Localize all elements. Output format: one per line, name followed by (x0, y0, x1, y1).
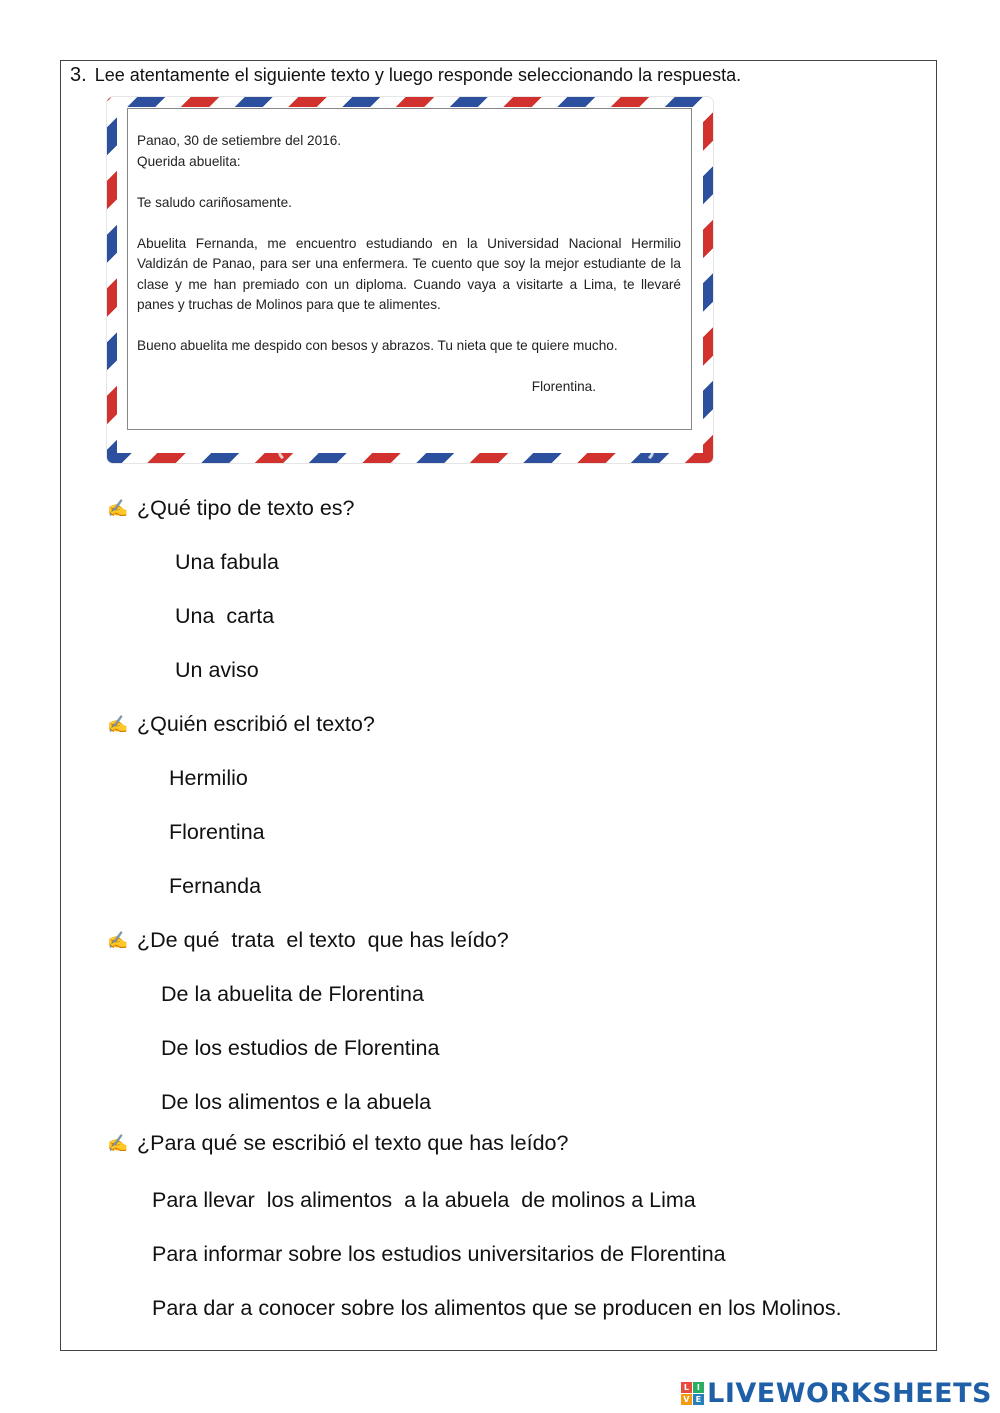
question-text: ¿Qué tipo de texto es? (137, 496, 355, 520)
letter-body: Abuelita Fernanda, me encuentro estudiando en la Universidad Nacional Hermilio Valdizán de Panao, para ser una enfermera. Te cuento que soy la mejor estudiante de la clase y me han premiado con un diploma. Cuando vaya a visitarte a Lima, te llevaré panes y truchas de Molinos para que te alimentes. (137, 235, 681, 312)
answer-option[interactable]: Hermilio (169, 766, 248, 790)
letter-signature: Florentina. (531, 378, 596, 394)
writing-hand-icon: ✍ (107, 1133, 129, 1153)
answer-option[interactable]: De los alimentos e la abuela (161, 1090, 432, 1114)
answer-option[interactable]: Para llevar los alimentos a la abuela de molinos a Lima (152, 1188, 696, 1212)
logo-text: LIVEWORKSHEETS (707, 1378, 992, 1409)
logo-mark-icon: L I V E (681, 1382, 704, 1405)
question-1 (107, 496, 355, 521)
answer-option[interactable]: Una carta (175, 604, 275, 628)
answer-option[interactable]: De los estudios de Florentina (161, 1036, 440, 1060)
answer-option[interactable]: Para informar sobre los estudios universitarios de Florentina (152, 1242, 726, 1266)
letter-salutation: Te saludo cariñosamente. (137, 194, 292, 210)
question-3 (107, 928, 509, 953)
question-text: ¿De qué trata el texto que has leído? (137, 928, 509, 952)
writing-hand-icon: ✍ (107, 498, 129, 518)
letter-closing: Bueno abuelita me despido con besos y abrazos. Tu nieta que te quiere mucho. (137, 338, 618, 353)
answer-option[interactable]: Florentina (169, 820, 265, 844)
letter-card (127, 108, 692, 430)
letter-greeting: Querida abuelita: (137, 153, 241, 169)
answer-option[interactable]: Un aviso (175, 658, 259, 682)
letter-date: Panao, 30 de setiembre del 2016. (137, 133, 342, 148)
question-4 (107, 1131, 568, 1156)
answer-option[interactable]: Fernanda (169, 874, 262, 898)
watermark-swirl (278, 441, 310, 463)
answer-option[interactable]: Para dar a conocer sobre los alimentos que se producen en los Molinos. (152, 1296, 842, 1320)
answer-option[interactable]: Una fabula (175, 550, 279, 574)
question-text: ¿Para qué se escribió el texto que has leído? (137, 1131, 569, 1155)
watermark-swirl (622, 441, 654, 463)
question-2 (107, 712, 375, 737)
writing-hand-icon: ✍ (107, 714, 129, 734)
liveworksheets-logo[interactable] (681, 1378, 992, 1409)
instruction (70, 64, 741, 87)
answer-option[interactable]: De la abuelita de Florentina (161, 982, 424, 1006)
writing-hand-icon: ✍ (107, 930, 129, 950)
instruction-text: Lee atentamente el siguiente texto y luego responde seleccionando la respuesta. (94, 65, 742, 85)
question-number: 3. (70, 64, 87, 86)
question-text: ¿Quién escribió el texto? (137, 712, 375, 736)
